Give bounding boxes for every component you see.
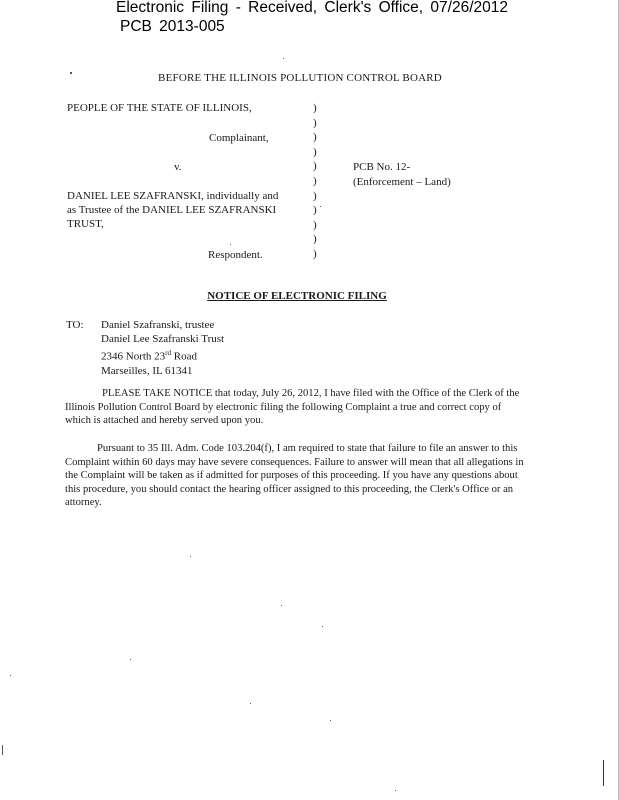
scan-speck: [10, 675, 11, 676]
scan-speck: [281, 605, 282, 606]
paren: ): [313, 145, 317, 158]
to-label: TO:: [66, 319, 84, 331]
paren: ): [313, 233, 317, 246]
scan-speck: [230, 244, 231, 245]
paren: ): [313, 218, 317, 231]
case-number: PCB No. 12-: [353, 161, 411, 173]
scan-speck: [330, 720, 331, 721]
versus-label: v.: [174, 161, 182, 173]
scan-speck: [283, 58, 284, 59]
complainant-label: Complainant,: [209, 132, 269, 144]
address-line-1: Daniel Szafranski, trustee: [101, 319, 215, 331]
paren: ): [313, 160, 317, 173]
notice-title: NOTICE OF ELECTRONIC FILING: [207, 290, 387, 302]
defendant-line-2: as Trustee of the DANIEL LEE SZAFRANSKI: [67, 204, 277, 216]
scan-speck: [395, 790, 396, 791]
scan-speck: [130, 659, 131, 660]
electronic-filing-stamp: [116, 0, 508, 36]
paren: ): [313, 247, 317, 260]
paren: ): [313, 174, 317, 187]
scan-speck: [250, 703, 251, 704]
street-number: 2346 North 23: [101, 350, 166, 363]
scan-speck: [322, 626, 323, 627]
scan-speck: [190, 556, 191, 557]
caption-parentheses: [313, 101, 317, 262]
address-line-4: Marseilles, IL 61341: [101, 364, 193, 377]
plaintiff-name: PEOPLE OF THE STATE OF ILLINOIS,: [67, 102, 252, 114]
notice-paragraph: PLEASE TAKE NOTICE that today, July 26, 2012, I have filed with the Office of the Clerk of the Illinois Pollution Control Board by electronic filing the following Complaint a true and correct copy of which is attached and hereby served upon you.: [65, 388, 520, 427]
street-suffix: Road: [171, 350, 197, 363]
scan-margin-line: [603, 760, 604, 786]
case-type: (Enforcement – Land): [353, 176, 451, 188]
board-heading: BEFORE THE ILLINOIS POLLUTION CONTROL BOARD: [158, 72, 442, 84]
scan-speck: [70, 72, 72, 74]
paren: ): [313, 102, 317, 114]
respondent-label: Respondent.: [208, 249, 263, 261]
paren: ): [313, 131, 317, 144]
stamp-line-2: PCB 2013-005: [120, 18, 225, 35]
defendant-line-1: DANIEL LEE SZAFRANSKI, individually and: [67, 190, 279, 202]
scan-speck: [320, 206, 321, 207]
street-ordinal: rd: [165, 349, 172, 357]
paren: ): [313, 116, 317, 129]
address-line-2: Daniel Lee Szafranski Trust: [101, 333, 225, 345]
address-line-3: [101, 346, 224, 364]
defendant-line-3: TRUST,: [67, 218, 104, 230]
scan-speck: [2, 745, 3, 755]
consequence-paragraph: Pursuant to 35 Ill. Adm. Code 103.204(f), I am required to state that failure to file an answer to this Complaint within 60 days may have severe consequences. Failure to answer will mean that all allegations in the Complaint will be taken as if admitted for purposes of this proceeding. If you have any questions about this procedure, you should contact the hearing officer assigned to this proceeding, the Clerk's Office or an attorney.: [65, 443, 524, 509]
recipient-address: [101, 318, 224, 378]
paren: ): [313, 204, 317, 217]
paren: ): [313, 189, 317, 202]
defendant-block: [67, 189, 278, 231]
stamp-line-1: Electronic Filing - Received, Clerk's Office, 07/26/2012: [116, 0, 508, 16]
